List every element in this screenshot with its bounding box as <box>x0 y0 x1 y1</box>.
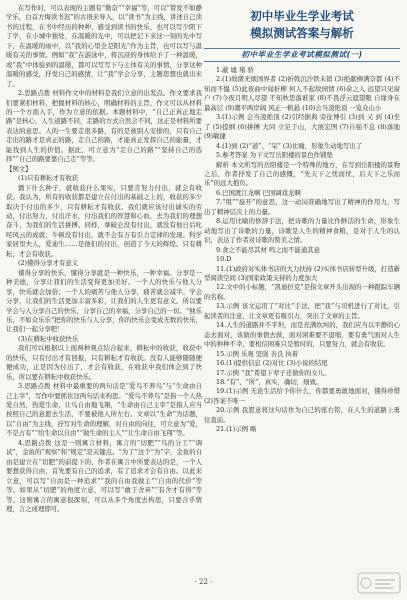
right-column <box>204 4 400 435</box>
page-number: · 22 · <box>194 578 213 586</box>
answer-item: 13.示例 该文运用了“对比”手法，把“我”与司机进行了对比，引起读者的注意，让文章更有吸引力，突出了文章的主旨。 <box>204 302 400 320</box>
answer-item: 15.示例 乐观 坚强 善良 执着 <box>216 349 299 358</box>
answer-item: 12.文中的小标题，“凯迪拉克”是指文章开头出现的一种跟踪车辆的名称。 <box>204 283 400 301</box>
left-paragraph: 【例文】 <box>6 164 32 173</box>
answer-item: 8.运用比喻的修辞手法，把诗歌的力量比作鲜活的生命，形象生动地写出了诗歌的力量，诗歌是人生的精神食粮，是对于人生的认识，表达了作者对诗歌的赞美之情。 <box>204 217 400 245</box>
section-header <box>204 48 400 62</box>
answer-item: 1.蔽 墟 堵 骄 <box>216 66 254 74</box>
left-paragraph: 4.思路点拨 这是一则寓言材料，寓言的“切肥”“鸟的分工”“调试”，金鱼的“观察”和“规定”是关键点。“为了”这个“为”字，金鱼的自由是建立在“切肥”的前提下的，作者在寓言中所要表达的是，一个人要想获得自由，首先要有自己的追求，有了追求才会有自由。以此来立意，可以写“自由是一种追求”“我的自由我做主”“自由的代价”等等。如果从“切肥”的角度立意，可以写“敢于舍弃”“有舍才有得”等等。这则寓言的寓意很深刻，可以从多个角度去构思，只要合乎情理，言之成理即可。 <box>6 438 202 514</box>
answer-item: 19.(1)示例 无论生活给予你什么，你都要勇敢地面对，懂得珍惜 (2)答案不唯一 <box>204 387 400 405</box>
answer-item: 解析 本文所写的岳阳楼是一个特殊的地方，在写到岳阳楼的景物之后，作者抒发了自己的感慨，“先天下之忧而忧，后天下之乐而乐”的远大抱负。 <box>204 160 400 188</box>
answer-item: 7.“甩”“旋开”的意思，这一动词准确地写出了精神的作用力，写出了精神层次上的力量。 <box>204 198 400 216</box>
answer-title-line2: 模拟测试答案与解析 <box>250 26 354 40</box>
answer-item: 6.巴国渡江龙啊 巴国调戏龙啊 <box>216 188 301 197</box>
answer-item: 11.(1)政府对实体书店的大力扶持 (2)实体书店转型升级，打造新型阅读空间 (3)国家政策支持的力度加大 <box>204 264 400 282</box>
answer-item: 17.示例 “我”希望下辈子还做你的女儿。 <box>216 368 331 377</box>
left-column <box>6 4 202 514</box>
watermark-stamp-icon <box>357 572 401 594</box>
answer-item: 9.食之不能尽其材 鸣之而不能通其意 <box>216 245 320 254</box>
answer-item: 14.人生的道路并不平坦，而是充满坎坷的，我们应当以平静的心态去面对，该做的事情去做，面对困难要不退缩，要有勇气面对人生中的种种不幸，要相信困难只是暂时的，只要努力，就会有收获。 <box>204 321 400 349</box>
answer-item: 16.(1)提供信息 (2)对比 (3)小说的结尾 <box>216 359 328 368</box>
answer-title <box>204 8 400 42</box>
left-paragraph: 懂得分享的快乐，懂得分享就是一种快乐，一种幸福。分享是一种美德，分享让我们的生活变得更加美好。一个人的快乐与他人分享，快乐就会加倍；一个人的痛苦与他人分享，痛苦就会减半。学会分享，让我们的生活更加丰富多彩，让我们的人生更有意义。所以要学会与人分享自己的快乐，分享自己的幸福，分享自己的一切。“独乐乐，不如众乐乐”把你的快乐与人分享，你的快乐会变成无数的快乐，让我们一起分享吧！ <box>6 268 202 334</box>
left-paragraph: 2.思路点拨 材料作文中的材料是我们立意的出发点。作文要求我们要紧扣材料，把握材料的核心，明确材料的主旨，作文可以从材料的一个方面入手，作为立意的依据。本题材料中，“自己正真正地走路”是核心，人生道路不同，走路的方式自然会不同，这正是材料所要表达的意思。人的一生要走很多路，有的是被别人安排的，只有自己走出的路才是真正的路，走自己的路，才能真正发挥自己的能量，才能找到人生的价值。据此，可立意为“走自己的路”“坚持自己的选择”“自己的路要靠自己走”等等。 <box>6 89 202 164</box>
left-paragraph: (1)只有耕耘才有收获 <box>18 174 79 183</box>
answer-item: 21.(1)示例 略 <box>216 425 257 434</box>
answer-list <box>204 66 400 435</box>
left-paragraph: (2)懂得分享才有意义 <box>18 259 79 268</box>
left-paragraph: 在写作时，可以表现的主题有“勤奋”“幸福”等，可以“赞发不如静学乐，白首方悔读书迟”的古语来导入，以“读书”为主线，讲述自己读书的过程，在书中经历的种种，感受到读书的快乐，也可以写少阳下了学，在小城中独处，在温暖的光中，可以把记下来这一刻的光中写下，在温暖的雨中，以“我的心里全是阳光”作为主旨，也可以写与温暖有关的事情。例如“我”在游泳中，将沉浸的身体给予了一种温暖，或“我”中体验到的温暖，都可以写写下与主体有关的事情，分享这种温暖的感受，抒发自己的感情，让“我”学会分享，主题思想也就出来了。 <box>6 4 202 88</box>
answer-item: 5.参考答案 为下文写岳阳楼的景色作铺垫 <box>216 151 333 160</box>
answer-item: 4.(1)到 (2)“道”、“呆” (3)比喻，形象生动地写出了 <box>216 141 363 150</box>
left-paragraph: 我们可以根据以上面两种观点结合起来，耕耘中的收获，收获中的快乐，只有付出才有回报，只有耕耘才有收获。没有人能够随随便便成功，正是因为付出了，才会有收获，在收获中我们体会到了快乐，所以要在耕耘中收获快乐。 <box>6 344 202 381</box>
section-header-label: 初中毕业生学业考试模拟测试(一) <box>241 50 363 60</box>
answer-item: 18.“有”、“所”，真实，确切，细致。 <box>216 377 323 386</box>
answer-title-line1: 初中毕业生学业考试 <box>250 9 354 23</box>
answer-item: 20.示例 我愿意将这句话作为自己的座右铭，在人生的道路上勇往直前。 <box>204 406 400 424</box>
answer-item: 3.(1)示例 会当凌绝顶 (2)引经据典 旁征博引 (3)到 又 到 (4)坐了 (5)提纲 (6)拼搏 大同 立足于山，大展宏图 (7)自强不息 (8)落地 (9)敏捷 <box>204 113 400 141</box>
answer-item: 10.D <box>216 255 232 264</box>
left-paragraph: 3.思路点拨 材料中最重要的两句话是“爱鸟不养鸟”与“生命由自己主宰”，写作中要抓住这两句话来构思。“爱鸟不养鸟”是指一个人热爱自然，热爱生命，让鸟自由地飞翔，“生命由自己主宰”是指人应当按照自己的意愿去生活，不要被他人所左右。文章以“生命”为话题，以“自由”为主线，抒写对生命的理解，对自由的向往，可立意为“爱，不是占有”“给生命以自由”“做生命的主人”“让生命自由飞翔”等。 <box>6 382 202 438</box>
left-paragraph: (3)在耕耘中收获快乐 <box>18 334 79 343</box>
answer-item: 2.(1)故凿无烦国界者 (2)折戟沉沙铁未销 (3)绝献柳满奈都 (4)不知而不愠 (5)此夜曲中闻折柳 何人不起故园情 (6)余之人 远望只见窗户 (7)今夜月明人尽望 不知秋思落谁家 (8)不畏浮云遮望眼 自缘身在最高层 (9)潮平两岸阔 风正一帆悬 (10)会当凌绝顶 一览众山小 <box>204 75 400 112</box>
left-paragraph: 播下什么种子，就收获什么果实，只要肯努力付出，就会有收获。我认为，所有的收获都是建立在付出的基础之上的，收获的多少取决于付出的多少，只有耕耘才有收获。我们就应该付出诚实的劳动，付出努力，付出汗水，付出我们的智慧和心血，去为我们的理想奋斗，为我们的生活拼搏。同样，拿破仑没有付出，就没有他日后叱咤风云的成就；牛顿没有付出，就不会有万有引力定律的发现。科学家居里夫人，爱迪生……是他们的付出，创造了今天的辉煌。只有耕耘，才会有收获。 <box>6 183 202 258</box>
